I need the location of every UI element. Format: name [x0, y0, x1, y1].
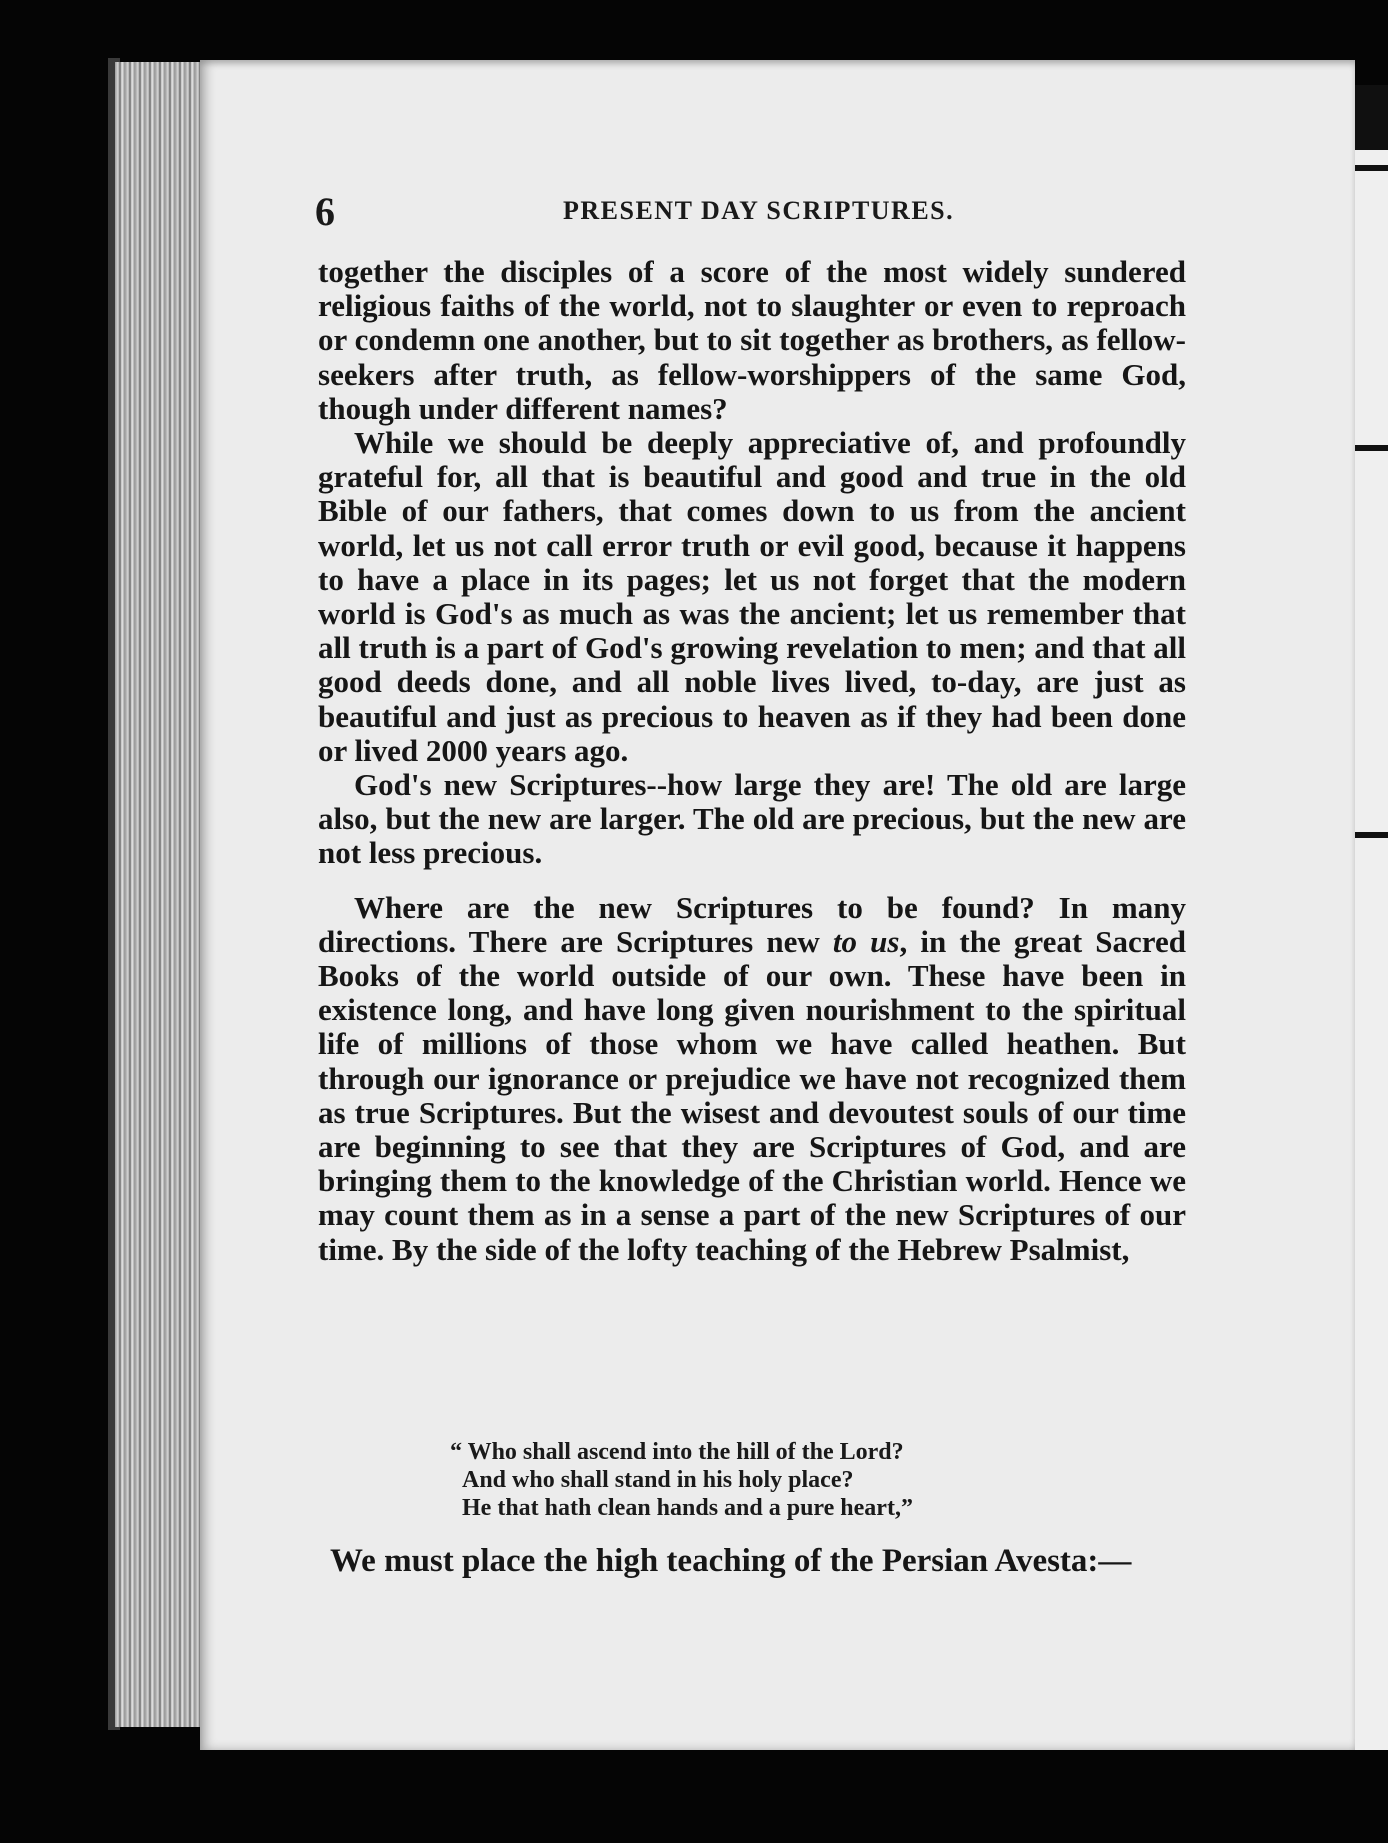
paragraph: God's new Scriptures--how large they are! The old are large also, but the new are larger. The old are precious, but the new are not less precious. [318, 767, 1186, 871]
paragraph: together the disciples of a score of the most widely sundered religious faiths of the world, not to slaughter or even to reproach or condemn one another, but to sit together as brothers, as fellow-seekers after truth, as fellow-worshippers of the same God, though under different names? [318, 254, 1186, 426]
quoted-verse [450, 1438, 1082, 1522]
running-head: PRESENT DAY SCRIPTURES. [563, 196, 955, 225]
emphasis-text: to us [832, 923, 900, 959]
page-number: 6 [315, 189, 335, 234]
page-header [315, 188, 1075, 234]
closing-line: We must place the high teaching of the Persian Avesta:— [330, 1543, 1132, 1579]
verse-line: “ Who shall ascend into the hill of the Lord? [450, 1439, 904, 1465]
paragraph-text: Where are the new Scriptures to be found? In many directions. There are Scriptures new [318, 889, 1186, 959]
page-edges [115, 62, 210, 1727]
body-text [318, 255, 1186, 1267]
verse-line: And who shall stand in his holy place? [462, 1467, 854, 1493]
paragraph: While we should be deeply appreciative of, and profoundly grateful for, all that is beautiful and good and true in the old Bible of our fathers, that comes down to us from the ancient world, let us not call error truth or evil good, because it happens to have a place in its pages; let us not forget that the modern world is God's as much as was the ancient; let us remember that all truth is a part of God's growing revelation to men; and that all good deeds done, and all noble lives lived, to-day, are just as beautiful and just as precious to heaven as if they had been done or lived 2000 years ago. [318, 425, 1186, 768]
verse-line: He that hath clean hands and a pure heart,” [462, 1495, 913, 1521]
paragraph-text: , in the great Sacred Books of the world outside of our own. These have been in existence long, and have long given nourishment to the spiritual life of millions of those whom we have called heathen. But through our ignorance or prejudice we have not recognized them as true Scriptures. But the wisest and devoutest souls of our time are beginning to see that they are Scriptures of God, and are bringing them to the knowledge of the Christian world. Hence we may count them as in a sense a part of the new Scriptures of our time. By the side of the lofty teaching of the Hebrew Psalmist, [318, 923, 1186, 1267]
paragraph [318, 891, 1186, 1267]
